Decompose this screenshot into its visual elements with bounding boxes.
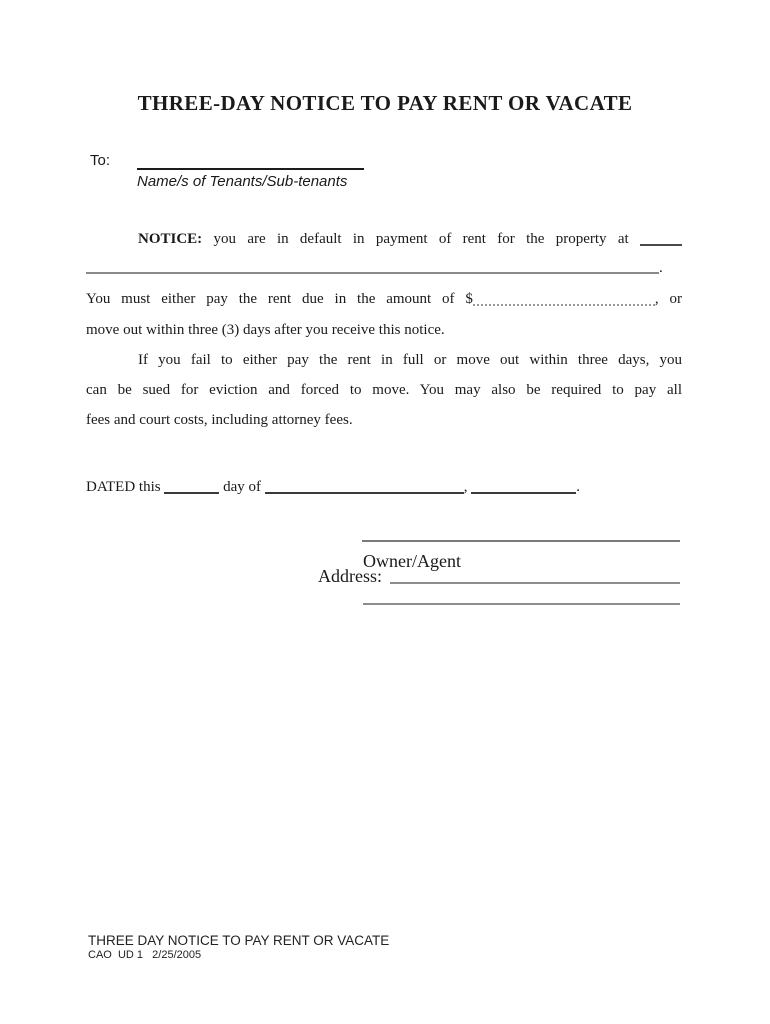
dated-prefix: DATED this xyxy=(86,479,165,495)
footer-form-title: THREE DAY NOTICE TO PAY RENT OR VACATE xyxy=(88,933,390,948)
dated-line xyxy=(86,478,682,497)
address-field-line2[interactable] xyxy=(363,603,680,605)
notice-line-2-period: . xyxy=(659,260,663,276)
notice-line-1-text: you are in default in payment of rent for the property at xyxy=(202,231,640,247)
footer-form-code: CAO UD 1 2/25/2005 xyxy=(88,949,202,961)
tenant-names-field[interactable] xyxy=(137,155,364,170)
dated-period: . xyxy=(576,479,580,495)
notice-line-4: move out within three (3) days after you receive this notice. xyxy=(86,322,445,338)
notice-bold-label: NOTICE: xyxy=(138,231,203,247)
para2-line-2: can be sued for eviction and forced to move. You may also be required to pay all xyxy=(86,382,682,398)
address-field[interactable] xyxy=(390,582,680,584)
notice-line-2 xyxy=(86,259,682,278)
property-address-field-line[interactable] xyxy=(86,262,659,274)
address-label: Address: xyxy=(318,566,382,586)
dated-month-field[interactable] xyxy=(265,480,464,494)
dated-comma: , xyxy=(463,479,472,495)
owner-agent-label: Owner/Agent xyxy=(363,551,461,571)
dated-day-field[interactable] xyxy=(164,480,219,494)
owner-signature-field[interactable] xyxy=(362,540,680,542)
page-title: THREE-DAY NOTICE TO PAY RENT OR VACATE xyxy=(137,91,633,115)
property-address-field-start[interactable] xyxy=(640,232,682,246)
rent-amount-field[interactable] xyxy=(473,292,655,306)
dated-middle: day of xyxy=(219,479,265,495)
notice-line-3 xyxy=(86,290,682,309)
tenant-names-caption: Name/s of Tenants/Sub-tenants xyxy=(137,173,348,190)
para2-line-1: If you fail to either pay the rent in full or move out within three days, you xyxy=(138,352,682,368)
notice-line-1 xyxy=(86,230,682,249)
dated-year-field[interactable] xyxy=(471,480,576,494)
to-label: To: xyxy=(90,152,111,169)
para2-line-3: fees and court costs, including attorney fees. xyxy=(86,412,353,428)
amount-line-after: , or xyxy=(654,291,682,307)
amount-line-before: You must either pay the rent due in the amount of $ xyxy=(86,291,473,307)
